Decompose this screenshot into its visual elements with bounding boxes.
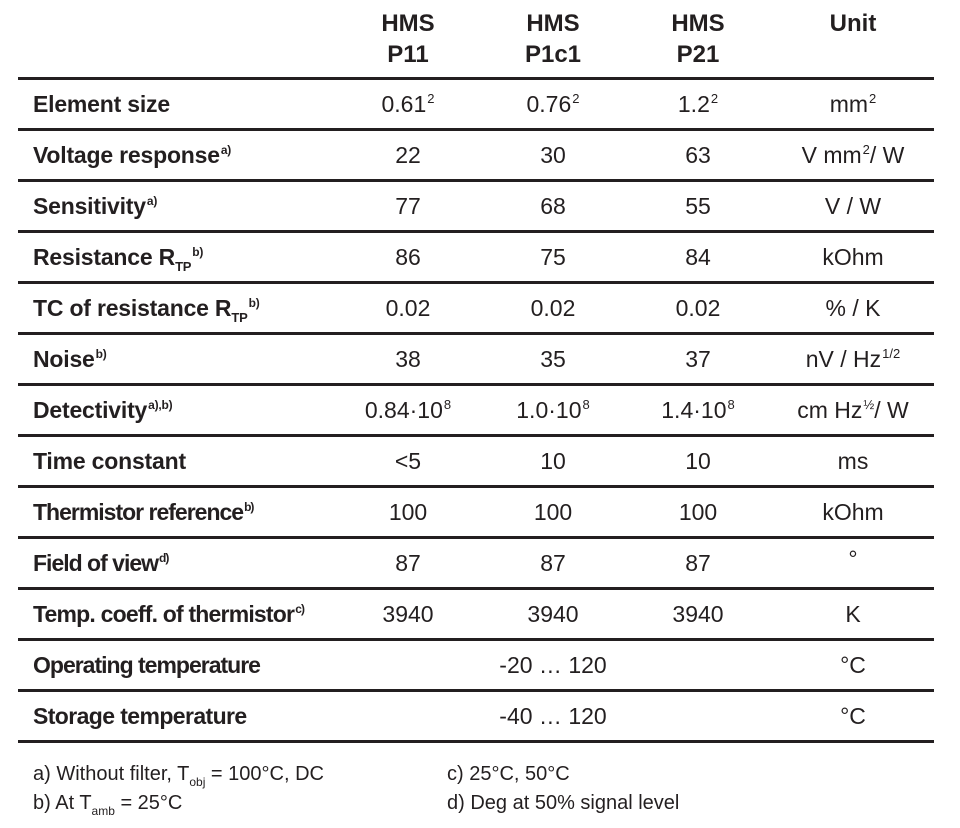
cell-p1c1: $1.0\cdot 10^8$	[516, 397, 590, 423]
cell-unit: cm $Hz^{\frac{1}{2}}/$ W	[797, 397, 909, 423]
cell-unit: °C	[840, 703, 866, 729]
table-row-element-size	[18, 80, 934, 131]
table-row-time-constant	[18, 437, 934, 488]
cell-p1c1: 10	[540, 448, 566, 474]
cell-p21: 0.02	[675, 295, 721, 321]
spec-table	[18, 0, 934, 743]
table-row-detectivity	[18, 386, 934, 437]
col-header-p21: HMS P21	[671, 10, 725, 68]
row-label: Storage temperature	[33, 703, 247, 729]
col-header-p1c1: HMS P1c1	[524, 10, 582, 68]
footnote-a: a) Without filter, $T_{obj} = 100^\circ C$, DC	[33, 763, 324, 789]
cell-p1c1: 3940	[527, 601, 579, 627]
cell-p1c1: 0.76$^2$	[526, 91, 580, 117]
row-label: Field of view$^{d)}$	[33, 550, 169, 576]
cell-p11: 22	[395, 142, 421, 168]
cell-p21: 55	[685, 193, 711, 219]
cell-p21: 3940	[672, 601, 724, 627]
cell-p1c1: 87	[540, 550, 566, 576]
row-label: Element size	[33, 91, 170, 117]
cell-p11: 86	[395, 244, 421, 270]
cell-unit: ms	[837, 448, 869, 474]
table-row-storage-temperature	[18, 692, 934, 743]
cell-p21: $1.4\cdot 10^8$	[661, 397, 735, 423]
table-row-temp-coeff	[18, 590, 934, 641]
col-header-unit: Unit	[829, 10, 877, 37]
cell-p21: 63	[685, 142, 711, 168]
cell-p11: 87	[395, 550, 421, 576]
cell-p11: 3940	[382, 601, 434, 627]
footnote-b: b) At $T_{amb} = 25^\circ C$	[33, 792, 183, 818]
cell-unit: kOhm	[822, 499, 884, 525]
cell-p11: 0.61$^2$	[381, 91, 435, 117]
cell-p21: 37	[685, 346, 711, 372]
footnote-c: c) 25°C, 50°C	[447, 763, 570, 785]
row-label: Detectivity$^{a),b)}$	[33, 397, 173, 423]
cell-all-variants: -20 … 120	[499, 652, 607, 678]
cell-p11: 100	[388, 499, 428, 525]
table-row-tc-resistance	[18, 284, 934, 335]
cell-p1c1: 75	[540, 244, 566, 270]
table-row-voltage-response	[18, 131, 934, 182]
table-header	[18, 0, 934, 80]
cell-p1c1: 30	[540, 142, 566, 168]
cell-p21: 84	[685, 244, 711, 270]
row-label: Thermistor reference$^{b)}$	[33, 499, 254, 525]
cell-p1c1: 68	[540, 193, 566, 219]
row-label: Voltage response$^{a)}$	[33, 142, 232, 168]
table-row-operating-temperature	[18, 641, 934, 692]
table-row-resistance	[18, 233, 934, 284]
row-label: Sensitivity$^{a)}$	[33, 193, 158, 219]
col-header-p11: HMS P11	[381, 10, 435, 68]
cell-unit: nV / $Hz^{1/2}$	[805, 346, 901, 372]
cell-unit: °	[848, 546, 858, 572]
row-label: Operating temperature	[33, 652, 260, 678]
cell-unit: kOhm	[822, 244, 884, 270]
cell-p1c1: 35	[540, 346, 566, 372]
cell-p11: 0.02	[385, 295, 431, 321]
cell-p11: $0.84\cdot 10^8$	[364, 397, 452, 423]
cell-p21: $1.2^2$	[677, 91, 719, 117]
table-row-sensitivity	[18, 182, 934, 233]
cell-p1c1: 100	[533, 499, 573, 525]
cell-unit: °C	[840, 652, 866, 678]
cell-unit: K	[845, 601, 861, 627]
table-row-field-of-view	[18, 539, 934, 590]
cell-p11: 77	[395, 193, 421, 219]
cell-unit: V / W	[824, 193, 882, 219]
row-label: Temp. coeff. of thermistor$^{c)}$	[33, 601, 305, 627]
cell-p1c1: 0.02	[530, 295, 576, 321]
cell-p11: <5	[394, 448, 422, 474]
cell-p11: 38	[395, 346, 421, 372]
cell-all-variants: -40 … 120	[499, 703, 607, 729]
cell-p21: 10	[685, 448, 711, 474]
footnote-d: d) Deg at 50% signal level	[447, 792, 680, 814]
row-label: Resistance $R_{TP}^{b)}$	[33, 244, 204, 274]
cell-p21: 87	[685, 550, 711, 576]
table-row-noise	[18, 335, 934, 386]
cell-unit: V $mm^2/$ W	[801, 142, 905, 168]
row-label: TC of resistance $R_{TP}^{b)}$	[33, 295, 260, 325]
row-label: Noise$^{b)}$	[33, 346, 107, 372]
table-row-thermistor-reference	[18, 488, 934, 539]
cell-unit: $mm^2$	[829, 91, 877, 117]
cell-unit: % / K	[825, 295, 881, 321]
cell-p21: 100	[678, 499, 718, 525]
row-label: Time constant	[33, 448, 186, 474]
